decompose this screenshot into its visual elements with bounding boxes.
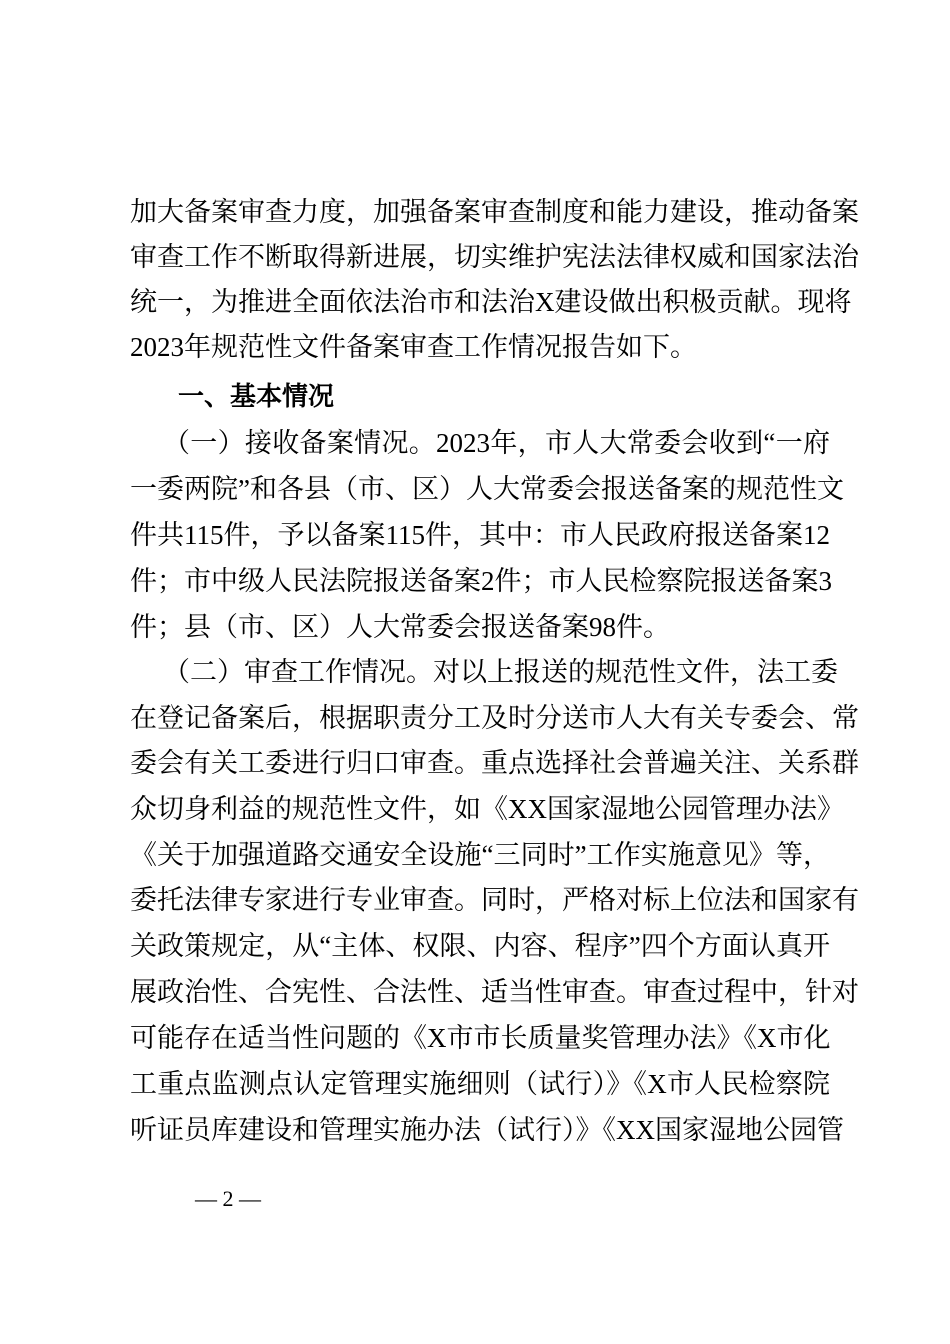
text-line: （一）接收备案情况。2023年，市人大常委会收到“一府 bbox=[163, 428, 830, 458]
text-line: 2023年规范性文件备案审查工作情况报告如下。 bbox=[130, 332, 697, 362]
text-line: 统一，为推进全面依法治市和法治X建设做出积极贡献。现将 bbox=[130, 287, 852, 317]
text-line: 听证员库建设和管理实施办法（试行）》《XX国家湿地公园管 bbox=[130, 1115, 844, 1145]
text-line: 在登记备案后，根据职责分工及时分送市人大有关专委会、常 bbox=[130, 703, 859, 733]
page-number: — 2 — bbox=[195, 1186, 261, 1211]
text-line: 委会有关工委进行归口审查。重点选择社会普遍关注、关系群 bbox=[130, 748, 859, 778]
section-heading: 一、基本情况 bbox=[178, 382, 335, 412]
text-line: 件；市中级人民法院报送备案2件；市人民检察院报送备案3 bbox=[130, 566, 832, 596]
text-line: 《关于加强道路交通安全设施“三同时”工作实施意见》等， bbox=[130, 840, 830, 870]
text-line: 审查工作不断取得新进展，切实维护宪法法律权威和国家法治 bbox=[130, 242, 859, 272]
text-line: 展政治性、合宪性、合法性、适当性审查。审查过程中，针对 bbox=[130, 977, 859, 1007]
text-line: 关政策规定，从“主体、权限、内容、程序”四个方面认真开 bbox=[130, 931, 830, 961]
text-line: 一委两院”和各县（市、区）人大常委会报送备案的规范性文 bbox=[130, 474, 844, 504]
text-line: 加大备案审查力度，加强备案审查制度和能力建设，推动备案 bbox=[130, 197, 859, 227]
text-line: 委托法律专家进行专业审查。同时，严格对标上位法和国家有 bbox=[130, 885, 859, 915]
text-line: 件共115件，予以备案115件，其中：市人民政府报送备案12 bbox=[130, 520, 830, 550]
text-line: 工重点监测点认定管理实施细则（试行）》《X市人民检察院 bbox=[130, 1069, 830, 1099]
text-line: 件；县（市、区）人大常委会报送备案98件。 bbox=[130, 612, 670, 642]
text-line: （二）审查工作情况。对以上报送的规范性文件，法工委 bbox=[163, 657, 838, 687]
text-line: 可能存在适当性问题的《X市市长质量奖管理办法》《X市化 bbox=[130, 1023, 831, 1053]
text-line: 众切身利益的规范性文件，如《XX国家湿地公园管理办法》 bbox=[130, 794, 844, 824]
